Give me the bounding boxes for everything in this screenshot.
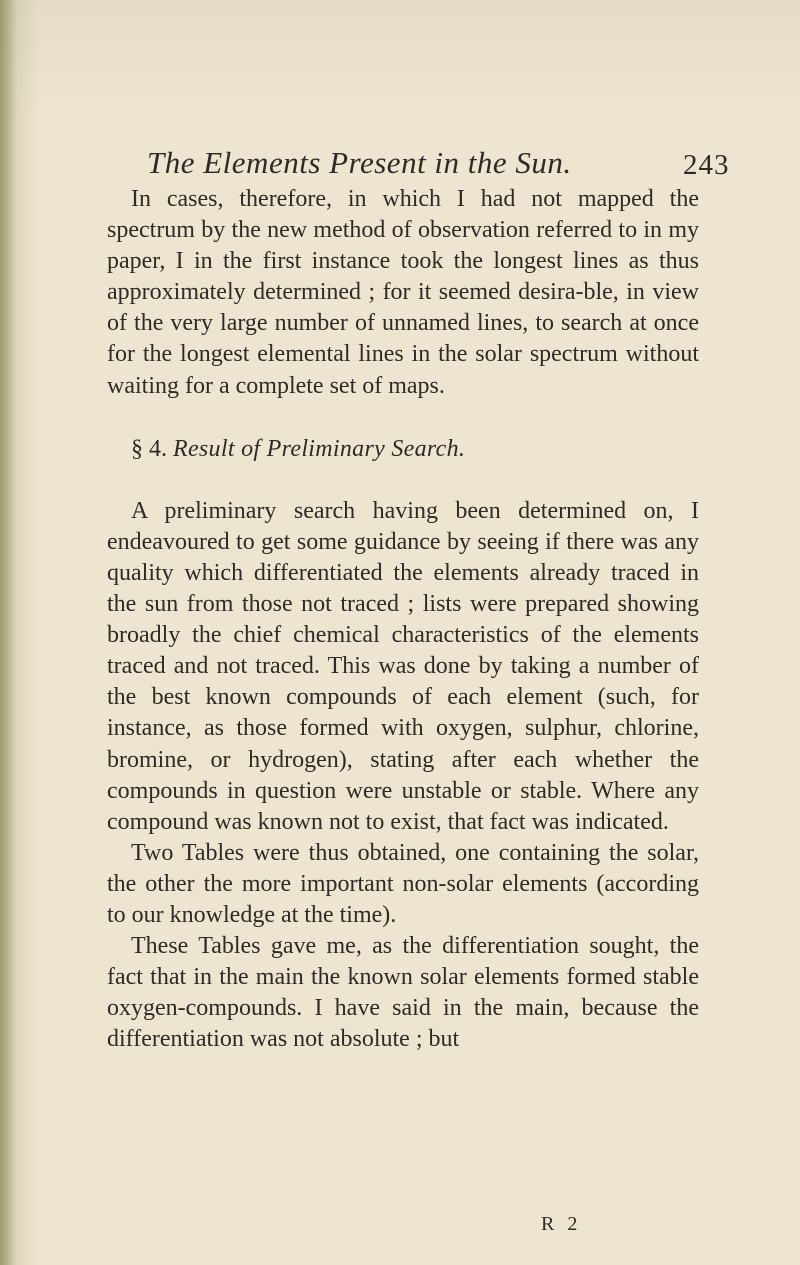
paragraph: In cases, therefore, in which I had not mapped the spectrum by the new method of observation referred to in my paper, I in the first instance took the longest lines as thus approximately determined ; for it seemed desira-ble, in view of the very large number of unnamed lines, to search at once for the longest elemental lines in the solar spectrum without waiting for a complete set of maps. — [107, 186, 699, 399]
section-number: § 4. — [131, 435, 167, 462]
body-text — [107, 184, 699, 1055]
signature-mark: R 2 — [541, 1213, 582, 1235]
paragraph: A preliminary search having been determined on, I endeavoured to get some guidance by seeing if there was any quality which differentiated the elements already traced in the sun from those not traced ; lists were prepared showing broadly the chief chemical characteristics of the elements traced and not traced. This was done by taking a number of the best known compounds of each element (such, for instance, as those formed with oxygen, sulphur, chlorine, bromine, or hydrogen), stating after each whether the compounds in question were unstable or stable. Where any compound was known not to exist, that fact was indicated. — [107, 497, 699, 835]
section-heading — [107, 434, 699, 465]
paragraph: Two Tables were thus obtained, one containing the solar, the other the more important non-solar elements (according to our knowledge at the time). — [107, 839, 699, 928]
section-title: Result of Preliminary Search. — [173, 435, 466, 462]
page-number: 243 — [683, 149, 730, 181]
binding-shadow — [0, 0, 18, 1265]
running-title: The Elements Present in the Sun. — [147, 145, 572, 180]
paragraph: These Tables gave me, as the differentiation sought, the fact that in the main the known solar elements formed stable oxygen-compounds. I have said in the main, because the differentiation was not absolute ; but — [107, 933, 699, 1053]
